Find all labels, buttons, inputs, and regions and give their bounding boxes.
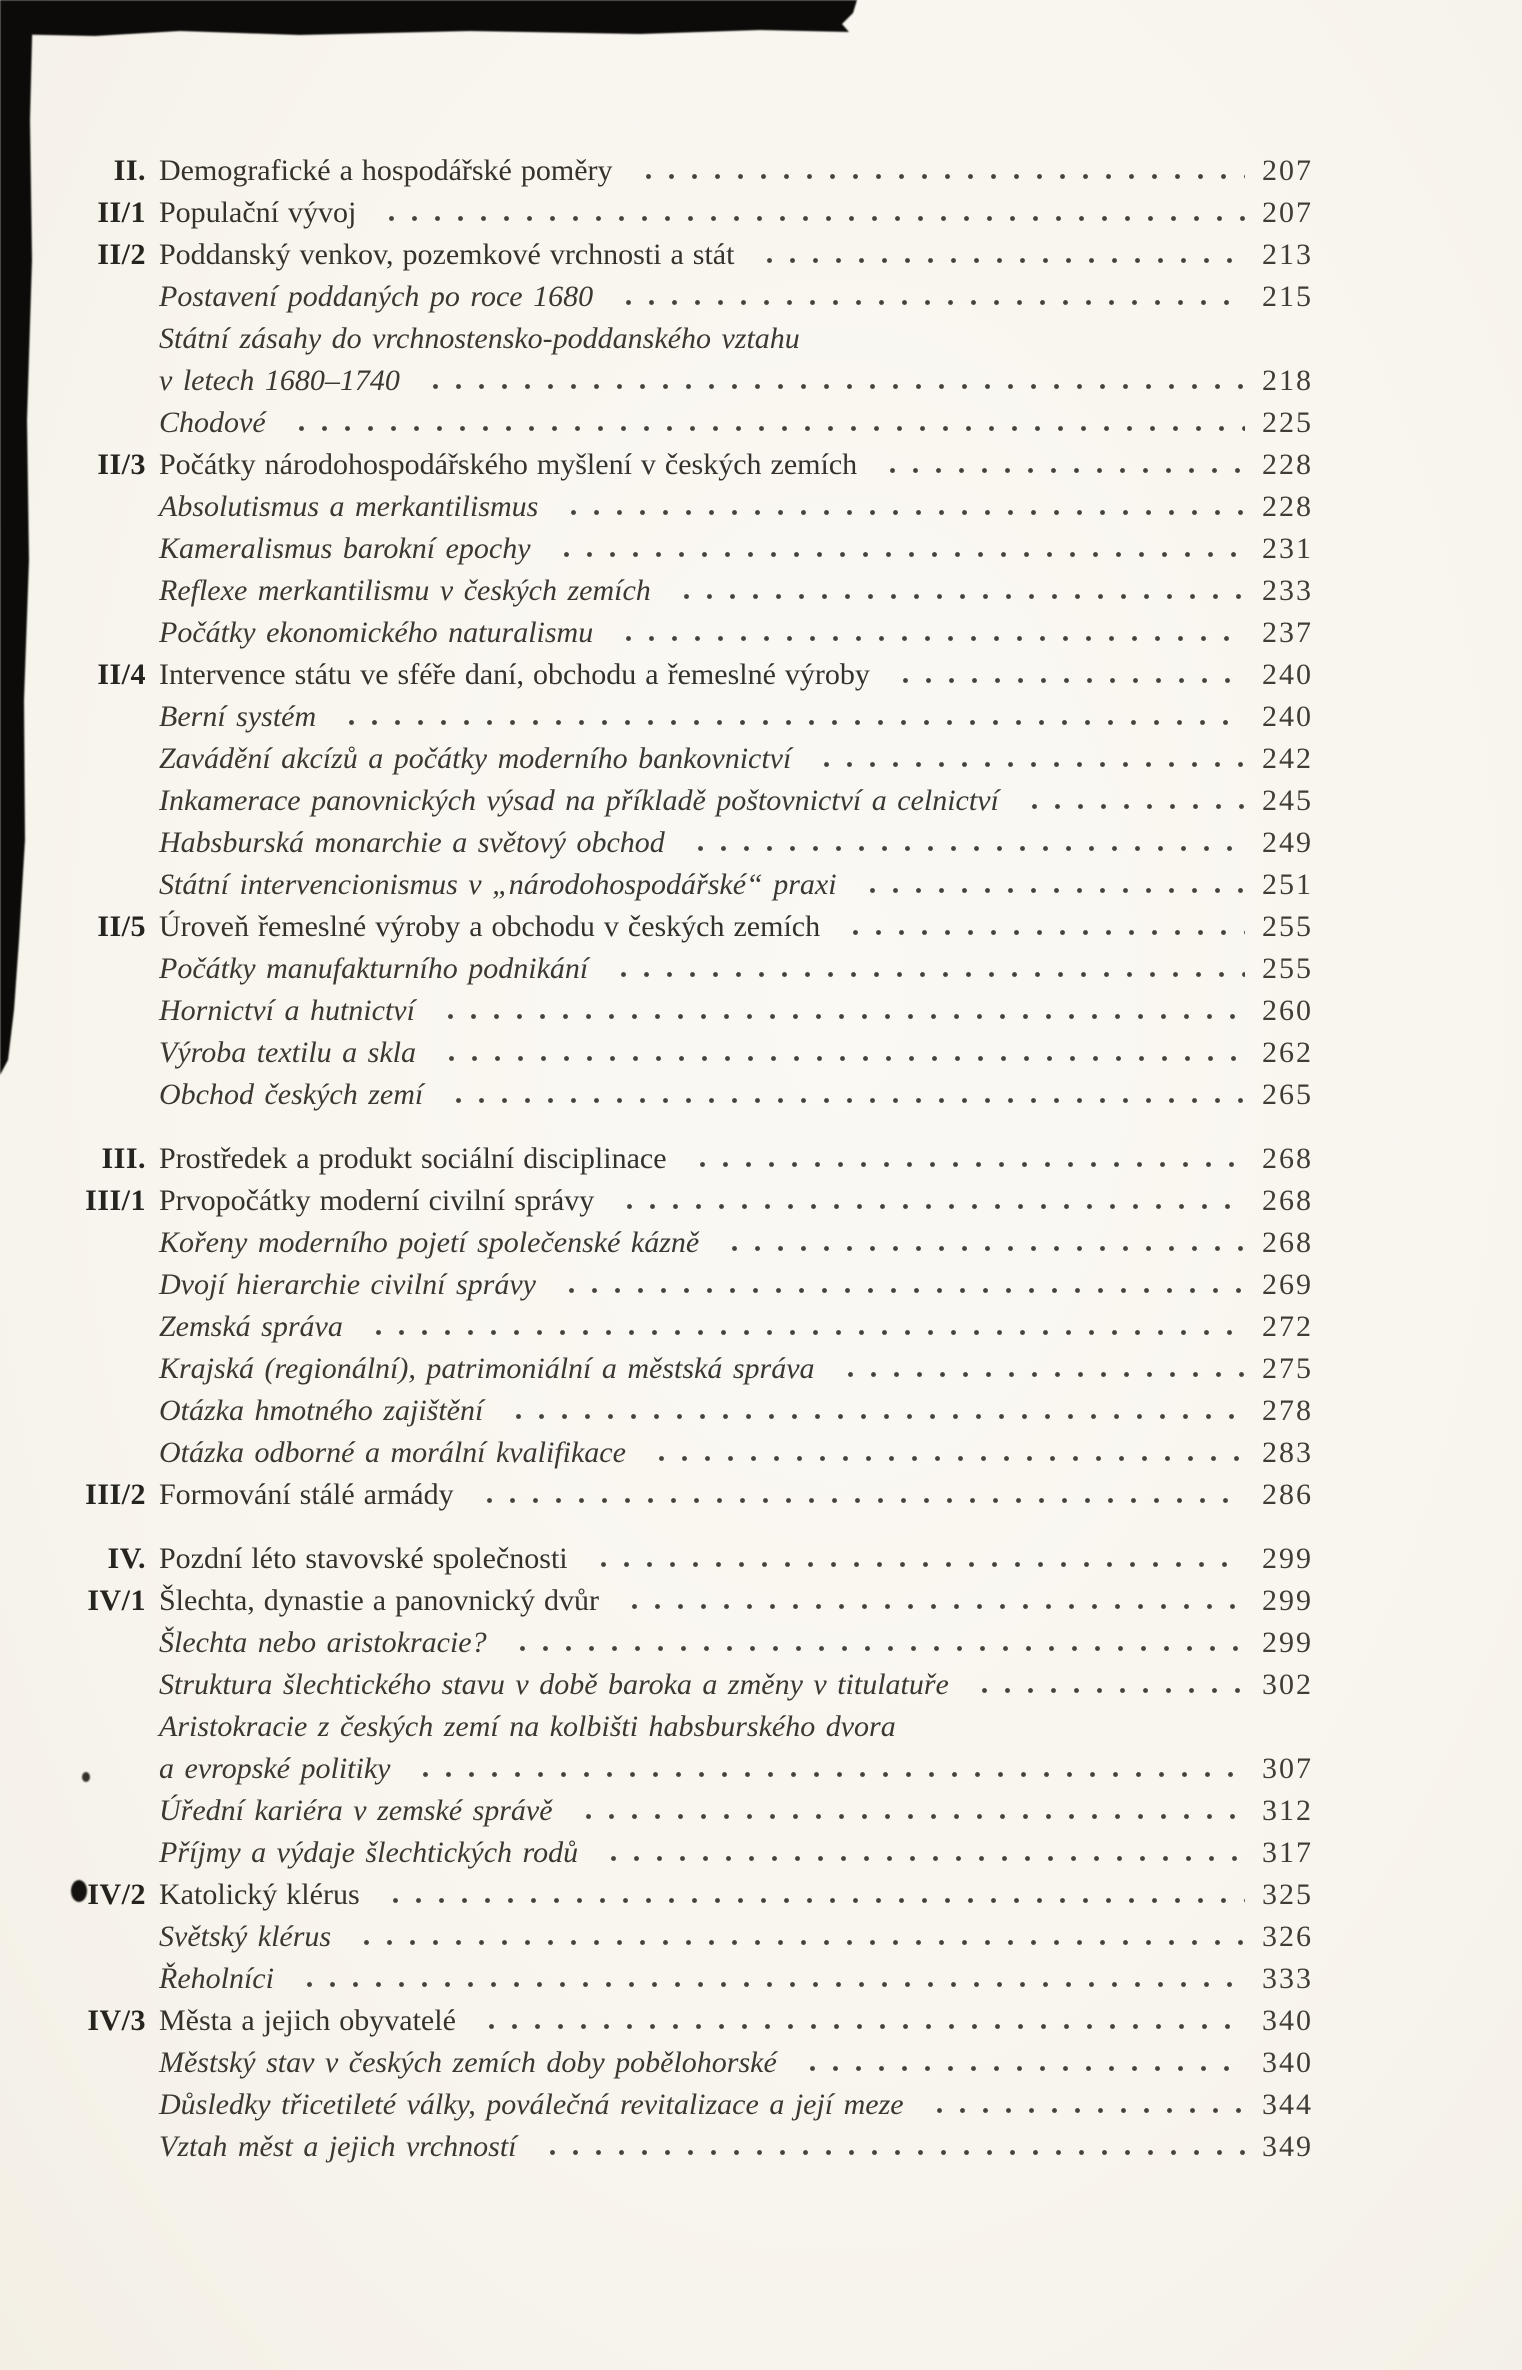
toc-entry-title: Příjmy a výdaje šlechtických rodů <box>159 1836 579 1869</box>
toc-entry-title: Úřední kariéra v zemské správě <box>159 1794 553 1827</box>
dot-leader <box>715 1245 1245 1252</box>
toc-entry-page-number: 225 <box>1262 406 1313 439</box>
toc-entry-label: IV/1 <box>87 1584 146 1617</box>
dot-leader <box>470 1497 1245 1504</box>
toc-entry <box>84 612 1313 654</box>
dot-leader <box>807 761 1245 768</box>
toc-entry <box>84 1222 1313 1264</box>
toc-entry-page-number: 269 <box>1262 1268 1313 1301</box>
toc-entry-title: Důsledky třicetileté války, poválečná revitalizace a její meze <box>159 2088 904 2121</box>
toc-entry-title: Prostředek a produkt sociální disciplinace <box>159 1142 667 1175</box>
toc-entry-title: Pozdní léto stavovské společnosti <box>159 1542 568 1575</box>
dot-leader <box>853 887 1245 894</box>
toc-entry-page-number: 240 <box>1262 658 1313 691</box>
toc-entry-page-number: 228 <box>1262 490 1313 523</box>
toc-entry-page-number: 240 <box>1262 700 1313 733</box>
toc-entry-page-number: 249 <box>1262 826 1313 859</box>
dot-leader <box>836 929 1245 936</box>
toc-entry-page-number: 213 <box>1262 238 1313 271</box>
dot-leader <box>569 1813 1245 1820</box>
toc-entry <box>84 528 1313 570</box>
toc-entry-title: Prvopočátky moderní civilní správy <box>159 1184 595 1217</box>
dot-leader <box>332 719 1245 726</box>
dot-leader <box>873 467 1245 474</box>
toc-entry-title: Reflexe merkantilismu v českých zemích <box>159 574 651 607</box>
toc-entry-label: III/1 <box>85 1184 146 1217</box>
dot-leader <box>547 551 1245 558</box>
dot-leader <box>615 1603 1245 1610</box>
toc-entry-label: II/4 <box>97 658 146 691</box>
toc-entry-page-number: 299 <box>1262 1584 1313 1617</box>
toc-entry-title: Městský stav v českých zemích doby pobělohorské <box>159 2046 777 2079</box>
toc-entry-label: IV. <box>107 1542 146 1575</box>
toc-entry-title: Zemská správa <box>159 1310 343 1343</box>
dot-leader <box>793 2065 1245 2072</box>
dot-leader <box>609 299 1245 306</box>
dot-leader <box>642 1455 1245 1462</box>
dot-leader <box>920 2107 1245 2114</box>
dot-leader <box>347 1939 1245 1946</box>
toc-entry <box>84 1958 1313 2000</box>
dot-leader <box>499 1413 1245 1420</box>
toc-entry <box>84 864 1313 906</box>
toc-entry <box>84 1622 1313 1664</box>
toc-entry <box>84 738 1313 780</box>
toc-entry <box>84 486 1313 528</box>
toc-entry-page-number: 237 <box>1262 616 1313 649</box>
toc-entry-page-number: 218 <box>1262 364 1313 397</box>
toc-entry-title: Hornictví a hutnictví <box>159 994 415 1027</box>
toc-entry-title: Krajská (regionální), patrimoniální a městská správa <box>159 1352 815 1385</box>
toc-entry-page-number: 299 <box>1262 1542 1313 1575</box>
dot-leader <box>681 845 1245 852</box>
dot-leader <box>629 173 1245 180</box>
toc-entry <box>84 2000 1313 2042</box>
toc-entry <box>84 990 1313 1032</box>
toc-entry-page-number: 299 <box>1262 1626 1313 1659</box>
toc-entry-page-number: 268 <box>1262 1226 1313 1259</box>
dot-leader <box>886 677 1245 684</box>
dot-leader <box>552 1287 1245 1294</box>
toc-entry-page-number: 275 <box>1262 1352 1313 1385</box>
toc-entry <box>84 570 1313 612</box>
toc-entry <box>84 1538 1313 1580</box>
dot-leader <box>376 1897 1245 1904</box>
toc-entry-label: II/1 <box>97 196 146 229</box>
toc-entry-page-number: 251 <box>1262 868 1313 901</box>
toc-entry <box>84 2084 1313 2126</box>
toc-entry-title: Výroba textilu a skla <box>159 1036 416 1069</box>
toc-entry-page-number: 262 <box>1262 1036 1313 1069</box>
toc-entry <box>84 150 1313 192</box>
dot-leader <box>503 1645 1245 1652</box>
dot-leader <box>965 1687 1245 1694</box>
toc-entry-title: Formování stálé armády <box>159 1478 454 1511</box>
toc-entry-title: Intervence státu ve sféře daní, obchodu a řemeslné výroby <box>159 658 870 691</box>
dot-leader <box>359 1329 1245 1336</box>
toc-entry-title: Šlechta nebo aristokracie? <box>159 1626 487 1659</box>
toc-entry <box>84 192 1313 234</box>
dot-leader <box>406 1771 1245 1778</box>
toc-entry-title: Obchod českých zemí <box>159 1078 424 1111</box>
toc-entry <box>84 1706 1313 1748</box>
toc-entry-title: Počátky manufakturního podnikání <box>159 952 589 985</box>
toc-entry <box>84 948 1313 990</box>
toc-entry <box>84 780 1313 822</box>
toc-entry <box>84 234 1313 276</box>
toc-entry <box>84 696 1313 738</box>
toc-entry <box>84 1180 1313 1222</box>
dot-leader <box>604 971 1245 978</box>
dot-leader <box>432 1055 1245 1062</box>
toc-entry <box>84 318 1313 360</box>
toc-entry <box>84 906 1313 948</box>
toc-entry-page-number: 340 <box>1262 2004 1313 2037</box>
toc-entry <box>84 1138 1313 1180</box>
toc-entry-page-number: 268 <box>1262 1184 1313 1217</box>
toc-entry-label: II/3 <box>97 448 146 481</box>
toc-entry-page-number: 228 <box>1262 448 1313 481</box>
toc-entry-title: Katolický klérus <box>159 1878 360 1911</box>
toc-entry <box>84 2126 1313 2168</box>
toc-entry-title: Města a jejich obyvatelé <box>159 2004 456 2037</box>
toc-entry-page-number: 265 <box>1262 1078 1313 1111</box>
toc-entry-title: Demografické a hospodářské poměry <box>159 154 613 187</box>
toc-entry-page-number: 245 <box>1262 784 1313 817</box>
toc-entry-title: Kořeny moderního pojetí společenské kázně <box>159 1226 700 1259</box>
dot-leader <box>667 593 1245 600</box>
toc-entry-title: Otázka odborné a morální kvalifikace <box>159 1436 626 1469</box>
toc-entry-title: Počátky národohospodářského myšlení v českých zemích <box>159 448 858 481</box>
toc-entry-label: III. <box>101 1142 146 1175</box>
dot-leader <box>431 1013 1245 1020</box>
toc-entry-page-number: 272 <box>1262 1310 1313 1343</box>
toc-entry-title: a evropské politiky <box>159 1752 391 1785</box>
dot-leader <box>683 1161 1245 1168</box>
toc-entry <box>84 1306 1313 1348</box>
toc-entry-label: IV/3 <box>87 2004 146 2037</box>
toc-entry-title: Populační vývoj <box>159 196 357 229</box>
toc-entry <box>84 1264 1313 1306</box>
toc-entry-title: Šlechta, dynastie a panovnický dvůr <box>159 1584 600 1617</box>
toc-entry-title: Zavádění akcízů a počátky moderního bankovnictví <box>159 742 792 775</box>
toc-entry-page-number: 349 <box>1262 2130 1313 2163</box>
toc-entry-page-number: 215 <box>1262 280 1313 313</box>
toc-entry <box>84 822 1313 864</box>
toc-entry-title: Aristokracie z českých zemí na kolbišti habsburského dvora <box>159 1710 896 1743</box>
toc-entry <box>84 1580 1313 1622</box>
toc-entry-page-number: 207 <box>1262 196 1313 229</box>
toc-entry <box>84 1832 1313 1874</box>
toc-entry <box>84 1432 1313 1474</box>
toc-entry-page-number: 260 <box>1262 994 1313 1027</box>
toc-entry-page-number: 207 <box>1262 154 1313 187</box>
toc-entry-title: Dvojí hierarchie civilní správy <box>159 1268 536 1301</box>
toc-entry-label: IV/2 <box>87 1878 146 1911</box>
toc-entry-title: Řeholníci <box>159 1962 274 1995</box>
toc-entry <box>84 1790 1313 1832</box>
dot-leader <box>609 635 1245 642</box>
toc-entry-title: v letech 1680–1740 <box>159 364 400 397</box>
toc-entry-page-number: 307 <box>1262 1752 1313 1785</box>
toc-entry <box>84 1916 1313 1958</box>
toc-entry-title: Kameralismus barokní epochy <box>159 532 531 565</box>
dot-leader <box>372 215 1245 222</box>
toc-entry-title: Vztah měst a jejich vrchností <box>159 2130 517 2163</box>
dot-leader <box>584 1561 1245 1568</box>
toc-entry <box>84 2042 1313 2084</box>
dot-leader <box>533 2149 1246 2156</box>
toc-entry <box>84 1664 1313 1706</box>
toc-entry-label: II/2 <box>97 238 146 271</box>
dot-leader <box>594 1855 1245 1862</box>
toc-entry-title: Absolutismus a merkantilismus <box>159 490 539 523</box>
dot-leader <box>439 1097 1245 1104</box>
toc-entry-title: Počátky ekonomického naturalismu <box>159 616 594 649</box>
toc-entry-title: Státní zásahy do vrchnostensko-poddanského vztahu <box>159 322 800 355</box>
dot-leader <box>472 2023 1245 2030</box>
toc-entry-page-number: 325 <box>1262 1878 1313 1911</box>
toc-entry-page-number: 326 <box>1262 1920 1313 1953</box>
toc-entry-page-number: 317 <box>1262 1836 1313 1869</box>
toc-entry-title: Struktura šlechtického stavu v době baroka a změny v titulatuře <box>159 1668 949 1701</box>
toc-entry-page-number: 286 <box>1262 1478 1313 1511</box>
dot-leader <box>554 509 1245 516</box>
toc-entry-title: Úroveň řemeslné výroby a obchodu v českých zemích <box>159 910 821 943</box>
toc-entry-page-number: 231 <box>1262 532 1313 565</box>
toc-entry-title: Světský klérus <box>159 1920 332 1953</box>
toc-entry-page-number: 278 <box>1262 1394 1313 1427</box>
toc-entry-page-number: 255 <box>1262 910 1313 943</box>
toc-entry-title: Státní intervencionismus v „národohospodářské“ praxi <box>159 868 837 901</box>
toc-entry-title: Postavení poddaných po roce 1680 <box>159 280 594 313</box>
toc-entry <box>84 360 1313 402</box>
toc-entry-page-number: 283 <box>1262 1436 1313 1469</box>
dot-leader <box>831 1371 1245 1378</box>
dot-leader <box>1015 803 1245 810</box>
toc-entry-label: II. <box>113 154 146 187</box>
dot-leader <box>416 383 1245 390</box>
toc-entry <box>84 654 1313 696</box>
toc-entry-title: Inkamerace panovnických výsad na příkladě poštovnictví a celnictví <box>159 784 999 817</box>
toc-entry-title: Berní systém <box>159 700 317 733</box>
toc-entry-page-number: 268 <box>1262 1142 1313 1175</box>
dot-leader <box>290 1981 1245 1988</box>
toc-entry-title: Habsburská monarchie a světový obchod <box>159 826 665 859</box>
toc-entry <box>84 1390 1313 1432</box>
toc-entry-page-number: 312 <box>1262 1794 1313 1827</box>
toc-entry-page-number: 302 <box>1262 1668 1313 1701</box>
toc-entry <box>84 1074 1313 1116</box>
toc-entry-title: Otázka hmotného zajištění <box>159 1394 484 1427</box>
toc-entry-page-number: 233 <box>1262 574 1313 607</box>
toc-entry <box>84 1874 1313 1916</box>
toc-entry-page-number: 344 <box>1262 2088 1313 2121</box>
toc-entry <box>84 276 1313 318</box>
dot-leader <box>282 425 1245 432</box>
toc-entry-label: II/5 <box>97 910 146 943</box>
toc-entry-page-number: 255 <box>1262 952 1313 985</box>
dot-leader <box>750 257 1245 264</box>
toc-entry <box>84 1348 1313 1390</box>
toc-entry-label: III/2 <box>85 1478 146 1511</box>
toc-entry-page-number: 340 <box>1262 2046 1313 2079</box>
toc-entry <box>84 1474 1313 1516</box>
toc-entry <box>84 1032 1313 1074</box>
toc-entry-title: Chodové <box>159 406 266 439</box>
toc-entry-title: Poddanský venkov, pozemkové vrchnosti a stát <box>159 238 735 271</box>
toc-entry-page-number: 333 <box>1262 1962 1313 1995</box>
toc-entry <box>84 1748 1313 1790</box>
toc-entry-page-number: 242 <box>1262 742 1313 775</box>
toc-entry <box>84 402 1313 444</box>
toc-entry <box>84 444 1313 486</box>
dot-leader <box>610 1203 1245 1210</box>
